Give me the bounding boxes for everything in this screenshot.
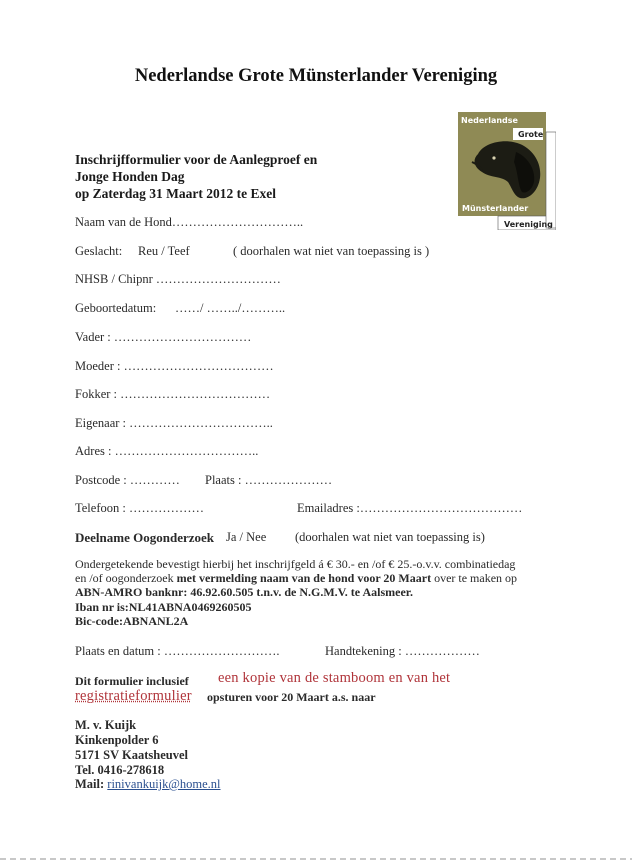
deelname-label: Deelname Oogonderzoek	[75, 530, 215, 545]
mail-link[interactable]: rinivankuijk@home.nl	[107, 777, 221, 791]
address-street: Kinkenpolder 6	[75, 733, 159, 747]
payment-line-2-end: over te maken op	[434, 571, 518, 585]
field-geboortedatum-label: Geboortedatum:	[75, 301, 157, 315]
club-logo	[458, 112, 556, 230]
address-tel: Tel. 0416-278618	[75, 763, 165, 777]
payment-line-2-normal: en /of oogonderzoek	[75, 571, 174, 585]
logo-text-4: Vereniging	[504, 220, 553, 229]
field-postcode[interactable]: Postcode : …………	[75, 473, 180, 487]
deelname-note: (doorhalen wat niet van toepassing is)	[295, 530, 485, 544]
field-handtekening[interactable]: Handtekening : ………………	[325, 644, 480, 658]
enclosure-red-line-2: registratieformulier	[75, 688, 192, 704]
payment-bank: ABN-AMRO banknr: 46.92.60.505 t.n.v. de N.G.M.V. te Aalsmeer.	[75, 585, 413, 599]
field-telefoon[interactable]: Telefoon : ………………	[75, 501, 204, 515]
address-mail-label: Mail:	[75, 777, 105, 791]
deelname-options[interactable]: Ja / Nee	[226, 530, 267, 544]
enclosure-red-line-1: een kopie van de stamboom en van het	[218, 670, 451, 686]
field-plaats[interactable]: Plaats : …………………	[205, 473, 333, 487]
field-eigenaar[interactable]: Eigenaar : ……………………………..	[75, 416, 273, 430]
form-heading-line-2: Jonge Honden Dag	[75, 169, 185, 184]
field-nhsb[interactable]: NHSB / Chipnr …………………………	[75, 272, 281, 286]
enclosure-intro: Dit formulier inclusief	[75, 674, 189, 688]
field-geslacht-note: ( doorhalen wat niet van toepassing is )	[233, 244, 430, 258]
scan-artifact-line	[0, 858, 632, 860]
payment-iban: Iban nr is:NL41ABNA0469260505	[75, 600, 252, 614]
payment-line-2-bold: met vermelding naam van de hond voor 20 Maart	[176, 571, 432, 585]
payment-bic: Bic-code:ABNANL2A	[75, 614, 189, 628]
field-naam[interactable]: Naam van de Hond…………………………..	[75, 215, 304, 229]
page-title: Nederlandse Grote Münsterlander Vereniging	[134, 66, 498, 86]
field-vader[interactable]: Vader : ……………………………	[75, 330, 252, 344]
logo-graphic	[458, 112, 556, 230]
payment-line-2	[75, 571, 517, 586]
form-heading-line-3: op Zaterdag 31 Maart 2012 te Exel	[75, 186, 276, 201]
address-name: M. v. Kuijk	[75, 718, 137, 732]
field-geslacht-label: Geslacht:	[75, 244, 123, 258]
logo-text-2: Grote	[518, 130, 544, 139]
field-adres[interactable]: Adres : ……………………………..	[75, 444, 259, 458]
logo-text-3: Münsterlander	[462, 204, 529, 213]
address-city: 5171 SV Kaatsheuvel	[75, 748, 188, 762]
field-geboortedatum-value[interactable]: ……/ ……../………..	[175, 301, 286, 315]
field-geslacht-options[interactable]: Reu / Teef	[138, 244, 190, 258]
address-mail-row	[75, 777, 221, 792]
form-heading-line-1: Inschrijfformulier voor de Aanlegproef en	[75, 152, 318, 167]
enclosure-end: opsturen voor 20 Maart a.s. naar	[207, 690, 376, 704]
payment-line-1: Ondergetekende bevestigt hierbij het inschrijfgeld á € 30.- en /of € 25.-o.v.v. combinatiedag	[75, 557, 516, 571]
field-plaats-datum[interactable]: Plaats en datum : ……………………….	[75, 644, 280, 658]
field-emailadres[interactable]: Emailadres :…………………………………	[297, 501, 523, 515]
field-fokker[interactable]: Fokker : ………………………………	[75, 387, 271, 401]
field-moeder[interactable]: Moeder : ………………………………	[75, 359, 274, 373]
logo-text-1: Nederlandse	[461, 116, 518, 125]
